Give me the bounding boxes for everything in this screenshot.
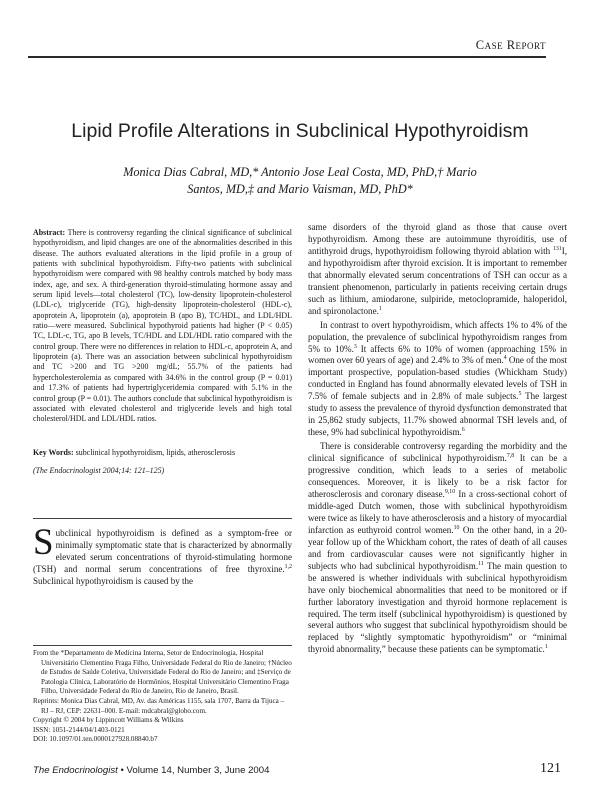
- intro-paragraph: [33, 522, 292, 588]
- keywords-text: subclinical hypothyroidism, lipids, atherosclerosis: [75, 448, 236, 457]
- keywords-label: Key Words:: [33, 448, 74, 457]
- p2-text-d: The largest study to assess the prevalence of thyroid dysfunction demonstrated that in 25,862 study subjects, 11.7% showed abnormal TSH levels and, of these, 9% had subclinical hypothyroidism.: [308, 391, 567, 438]
- p3-text-b: It can be a progressive condition, which leads to a series of metabolic consequences. Moreover, it is likely to be a risk factor for atherosclerosis and coronary disease.: [308, 453, 568, 499]
- p2-text-b: It affects 6% to 10% of women (approaching 15% in women over 60 years of age) and 2.4% to 3% of men.: [308, 343, 568, 366]
- p2-ref-1: 3: [353, 343, 357, 350]
- p2-ref-2: 4: [503, 355, 507, 362]
- intro-ref: 1,2: [284, 563, 292, 570]
- p3-ref-1: 7,8: [506, 453, 515, 460]
- running-footer: [33, 765, 269, 776]
- p1-text-a: same disorders of the thyroid gland as those that cause overt hypothyroidism. Among these are autoimmune thyroiditis, use of antithyroid drugs, hypothyroidism following thyroid ablation with: [308, 222, 567, 256]
- abstract: [33, 228, 292, 425]
- reprints: Reprints: Monica Dias Cabral, MD, Av. das Américas 1155, sala 1707, Barra da Tijuca – RJ – RJ, CEP: 22631–000. E-mail: mdcabral@globo.com.: [33, 696, 285, 715]
- paragraph-3: [308, 441, 567, 656]
- p3-ref-4: 11: [478, 560, 484, 567]
- p3-ref-2: 9,10: [444, 488, 456, 495]
- doi: DOI: 10.1097/01.ten.0000127928.08840.b7: [33, 735, 158, 744]
- abstract-text: There is controversy regarding the clinical significance of subclinical hypothyroidism, and lipid changes are one of the abnormalities described in this disease. The authors evaluated alterations in the lipid profile in a group of patients with subclinical hypothyroidism. Fifty-two patients with subclinical hypothyroidism were compared with 98 healthy controls matched by body mass index, age, and sex. A third-generation thyroid-stimulating hormone assay and serum lipid levels—total cholesterol (TC), low-density lipoprotein-cholesterol (LDL-c), triglyceride (TG), high-density lipoprotein-cholesterol (HDL-c), apoprotein A, lipoprotein (a), apoprotein B (apo B), TC/HDL, and LDL/HDL ratio—were measured. Subclinical hypothyroid patients had higher (P < 0.05) TC, LDL-c, TG, apo B levels, TC/HDL and LDL/HDL ratio compared with the control group. There were no differences in relation to HDL-c, apoprotein A, and lipoprotein (a). There was an association between subclinical hypothyroidism and TC >200 and TG >200 mg/dL; 55.7% of the patients had hypercholesterolemia as compared with 34.6% in the control group (P = 0.01) and 17.3% of patients had hypertriglyceridemia compared with 5.1% in the control group (P = 0.01). The authors conclude that subclinical hypothyroidism is associated with elevated cholesterol and triglyceride levels and high total cholesterol/HDL and LDL/HDL ratios.: [33, 228, 292, 424]
- p3-text-e: The main question to be answered is whether individuals with subclinical hypothyroidism have only biochemical abnormalities that need to be monitored or if further laboratory investigation and thyroid hormone replacement is required. The term itself (subclinical hypothyroidism) is questioned by several authors who suggest that subclinical hypothyroidism should be replaced by “slightly symptomatic hypothyroidism” or “minimal thyroid abnormality,” because these patients can be symptomatic.: [308, 560, 567, 655]
- issn: ISSN: 1051-2144/04/1403-0121: [33, 725, 125, 734]
- article-title: Lipid Profile Alterations in Subclinical Hypothyroidism: [71, 120, 529, 142]
- p2-text-c: One of the most important prospective, population-based studies (Whickham Study) conducted in England has found abnormally elevated levels of TSH in 7.5% of female subjects and in 2.8% of male subjects.: [308, 355, 567, 402]
- citation-text: (The Endocrinologist 2004;14: 121–125): [33, 466, 165, 475]
- intro-text-cont: Subclinical hypothyroidism is caused by the: [33, 575, 194, 586]
- footnote-divider: [33, 645, 292, 646]
- p2-text-a: In contrast to overt hypothyroidism, which affects 1% to 4% of the population, the prevalence of subclinical hypothyroidism ranges from 5% to 10%.: [308, 319, 567, 354]
- footnotes: [33, 649, 292, 745]
- p3-text-d: On the other hand, in a 20-year follow up of the Whickham cohort, the rates of death of all causes and from cardiovascular causes were not significantly higher in subjects who had subclinical hypothyroidism.: [308, 524, 567, 571]
- p1-text-b: I, and hypothyroidism after thyroid excision. It is important to remember that abnormally elevated serum concentrations of TSH can occur as a transient phenomenon, particularly in patients receiving certain drugs such as lithium, amiodarone, sulpiride, metoclopramide, haloperidol, and spironolactone.: [308, 245, 567, 316]
- section-label: Case Report: [475, 38, 546, 52]
- affiliations: From the *Departamento de Medicina Interna, Setor de Endocrinologia, Hospital Universitário Clementino Fraga Filho, Universidade Federal do Rio de Janeiro; †Núcleo de Estudos de Saúde Coletiva, Universidade Federal do Rio de Janeiro; and ‡Serviço de Patologia Clínica, Laboratório de Hormônios, Hospital Universitário Clementino Fraga Filho, Universidade Federal do Rio de Janeiro, Rio de Janeiro, Brasil.: [33, 649, 292, 696]
- right-column: [308, 222, 567, 656]
- drop-cap: S: [33, 522, 54, 563]
- p3-ref-3: 10: [453, 524, 460, 531]
- paragraph-2: [308, 320, 567, 440]
- issue-details: • Volume 14, Number 3, June 2004: [117, 765, 270, 776]
- p3-text-c: In a cross-sectional cohort of middle-aged Dutch women, those with subclinical hypothyroidism were twice as likely to have atherosclerosis and a history of myocardial infarction as euthyroid control women.: [308, 488, 567, 535]
- keywords: [33, 448, 292, 458]
- p2-ref-3: 5: [518, 391, 522, 398]
- journal-name: The Endocrinologist: [33, 765, 118, 776]
- author-list: Monica Dias Cabral, MD,* Antonio Jose Leal Costa, MD, PhD,† Mario Santos, MD,‡ and Mario Vaisman, MD, PhD*: [123, 165, 477, 196]
- page-number: 121: [540, 761, 561, 776]
- citation: [33, 466, 292, 476]
- intro-text: ubclinical hypothyroidism is defined as a symptom-free or minimally symptomatic state that is characterized by abnormally elevated serum concentrations of thyroid-stimulating hormone (TSH) and normal serum concentrations of free thyroxine.: [33, 528, 292, 574]
- copyright: Copyright © 2004 by Lippincott Williams & Wilkins: [33, 716, 184, 725]
- p3-ref-5: 1: [544, 644, 548, 651]
- paragraph-1: [308, 222, 567, 318]
- p3-text-a: There is considerable controversy regarding the morbidity and the clinical significance of subclinical hypothyroidism.: [308, 441, 567, 464]
- p1-ref: 1: [378, 305, 382, 312]
- header-rule: [28, 56, 546, 58]
- p1-isotope: 131: [552, 245, 562, 252]
- abstract-divider: [33, 518, 292, 519]
- abstract-label: Abstract:: [33, 228, 66, 237]
- p2-ref-4: 6: [461, 427, 465, 434]
